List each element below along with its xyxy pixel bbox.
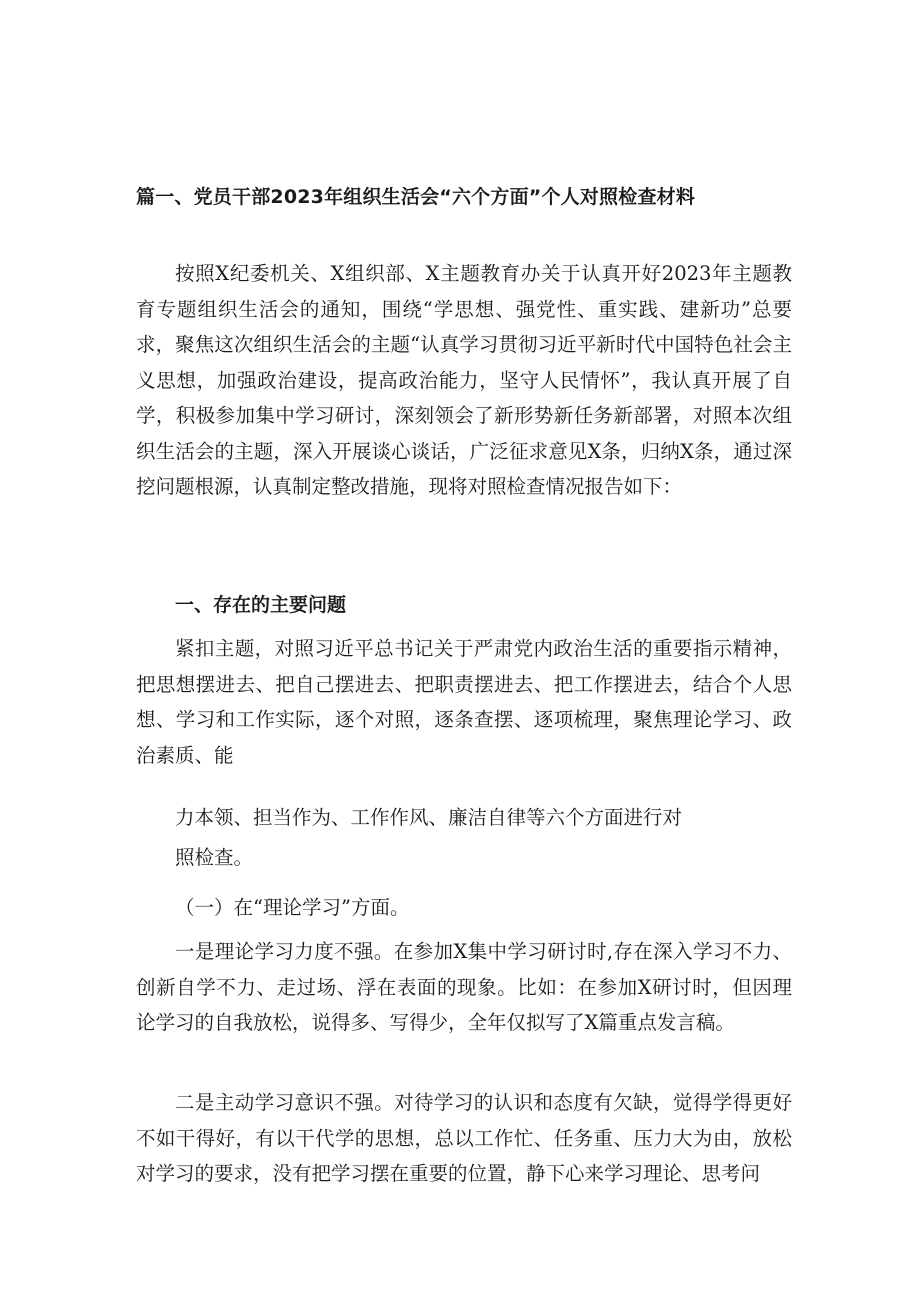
- point-paragraph-1: 一是理论学习力度不强。在参加X集中学习研讨时,存在深入学习不力、创新自学不力、走过场、浮在表面的现象。比如：在参加X研讨时，但因理论学习的自我放松，说得多、写得少，全年仅拟写了X篇重点发言稿。: [136, 940, 792, 1034]
- section-paragraph-overview: 紧扣主题，对照习近平总书记关于严肃党内政治生活的重要指示精神，把思想摆进去、把自己摆进去、把职责摆进去、把工作摆进去，结合个人思想、学习和工作实际，逐个对照，逐条查摆、逐项梳理，聚焦理论学习、政治素质、能: [136, 637, 792, 767]
- section-paragraph-continuation: 力本领、担当作为、工作作风、廉洁自律等六个方面进行对: [175, 806, 683, 829]
- subsection-heading-theory-study: （一）在“理论学习”方面。: [175, 896, 410, 919]
- point-paragraph-2: 二是主动学习意识不强。对待学习的认识和态度有欠缺，觉得学得更好不如干得好，有以干代学的思想，总以工作忙、任务重、压力大为由，放松对学习的要求，没有把学习摆在重要的位置，静下心来学习理论、思考问: [136, 1091, 792, 1185]
- section-heading-main-problems: 一、存在的主要问题: [175, 594, 347, 616]
- intro-paragraph: 按照X纪委机关、X组织部、X主题教育办关于认真开好2023年主题教育专题组织生活会的通知，围绕“学思想、强党性、重实践、建新功”总要求，聚焦这次组织生活会的主题“认真学习贯彻习近平新时代中国特色社会主义思想，加强政治建设，提高政治能力，坚守人民情怀”，我认真开展了自学，积极参加集中学习研讨，深刻领会了新形势新任务新部署，对照本次组织生活会的主题，深入开展谈心谈话，广泛征求意见X条，归纳X条，通过深挖问题根源，认真制定整改措施，现将对照检查情况报告如下：: [136, 262, 792, 498]
- document-title: 篇一、党员干部2023年组织生活会“六个方面”个人对照检查材料: [136, 186, 696, 208]
- section-paragraph-ending: 照检查。: [175, 846, 254, 869]
